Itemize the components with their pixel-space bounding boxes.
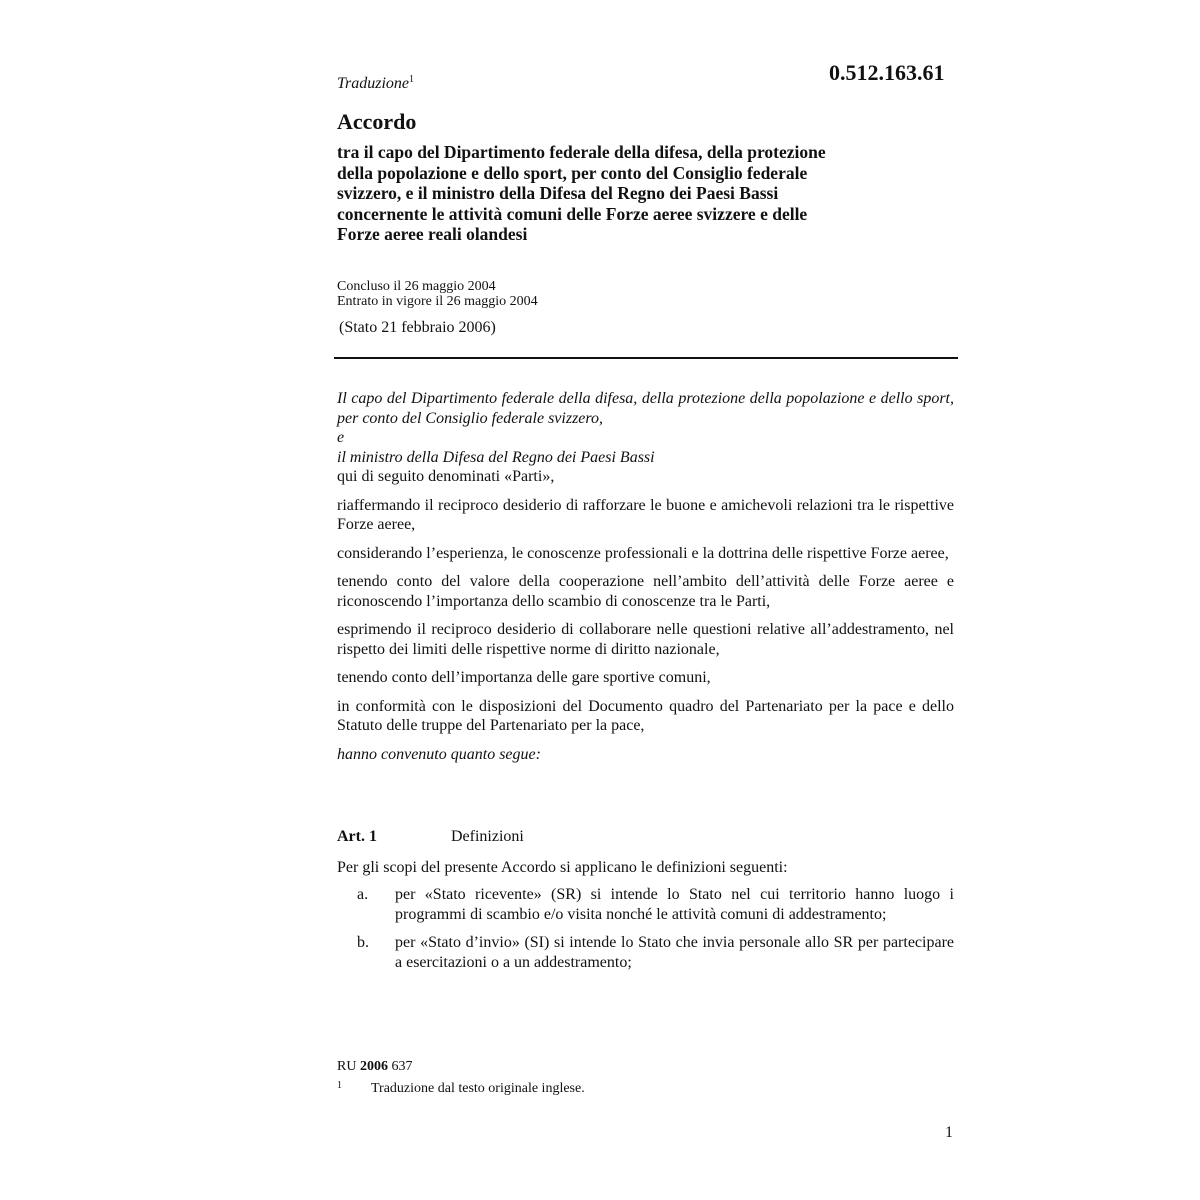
definition-letter: a. (357, 886, 369, 903)
article-intro: Per gli scopi del presente Accordo si applicano le definizioni seguenti: (337, 859, 788, 876)
article-number: Art. 1 (337, 828, 377, 845)
definition-item (357, 885, 954, 924)
recital: esprimendo il reciproco desiderio di collaborare nelle questioni relative all’addestramento, nel rispetto dei limiti delle rispettive norme di diritto nazionale, (337, 621, 954, 658)
definition-text: per «Stato d’invio» (SI) si intende lo Stato che invia personale allo SR per partecipare a esercitazioni o a un addestramento; (395, 934, 954, 971)
footnote-number: 1 (337, 1080, 342, 1091)
preamble-party-1: Il capo del Dipartimento federale della difesa, della protezione della popolazione e dello sport, per conto del Consiglio federale svizzero, (337, 390, 954, 427)
recital: considerando l’esperienza, le conoscenze professionali e la dottrina delle rispettive Forze aeree, (337, 544, 949, 562)
subtitle-line: Forze aeree reali olandesi (337, 224, 528, 244)
definition-item (357, 933, 954, 972)
subtitle-line: concernente le attività comuni delle Forze aeree svizzere e delle (337, 203, 808, 224)
definition-text: per «Stato ricevente» (SR) si intende lo Stato nel cui territorio hanno luogo i programmi di scambio e/o visita nonché le attività comuni di addestramento; (395, 886, 954, 923)
subtitle-line: svizzero, e il ministro della Difesa del Regno dei Paesi Bassi (337, 183, 779, 203)
recital: tenendo conto del valore della cooperazione nell’ambito dell’attività delle Forze aeree e riconoscendo l’importanza dello scambio di conoscenze tra le Parti, (337, 573, 954, 610)
subtitle-line: tra il capo del Dipartimento federale della difesa, della protezione (337, 142, 826, 162)
footnote-text: Traduzione dal testo originale inglese. (371, 1081, 585, 1096)
preamble-party-2: il ministro della Difesa del Regno dei Paesi Bassi (337, 448, 655, 466)
page-number: 1 (945, 1124, 953, 1141)
preamble-agreed: hanno convenuto quanto segue: (337, 745, 541, 763)
article-title: Definizioni (451, 828, 524, 845)
footnote-ref[interactable]: 1 (409, 74, 415, 85)
translation-label: Traduzione$^1$ (337, 74, 415, 92)
ru-reference: RU 2006 637 (337, 1059, 413, 1074)
document-subtitle (337, 142, 937, 245)
preamble-and: e (337, 429, 345, 446)
status-date: (Stato 21 febbraio 2006) (339, 319, 496, 336)
entry-into-force-date: Entrato in vigore il 26 maggio 2004 (337, 294, 538, 309)
subtitle-line: della popolazione e dello sport, per conto del Consiglio federale (337, 162, 808, 183)
document-title: Accordo (337, 109, 417, 134)
sr-number: 0.512.163.61 (829, 60, 945, 85)
recital: riaffermando il reciproco desiderio di rafforzare le buone e amichevoli relazioni tra le rispettive Forze aeree, (337, 496, 954, 533)
dates-block (337, 279, 538, 309)
definition-letter: b. (357, 934, 369, 951)
preamble (337, 389, 954, 764)
header-divider (334, 357, 958, 359)
recital: tenendo conto dell’importanza delle gare sportive comuni, (337, 669, 711, 686)
article-1-heading (337, 828, 954, 846)
recital: in conformità con le disposizioni del Documento quadro del Partenariato per la pace e dello Statuto delle truppe del Partenariato per la pace, (337, 697, 954, 734)
definitions-list (357, 885, 954, 981)
concluded-date: Concluso il 26 maggio 2004 (337, 279, 496, 294)
footnote (337, 1080, 585, 1097)
preamble-hereinafter: qui di seguito denominati «Parti», (337, 468, 555, 485)
